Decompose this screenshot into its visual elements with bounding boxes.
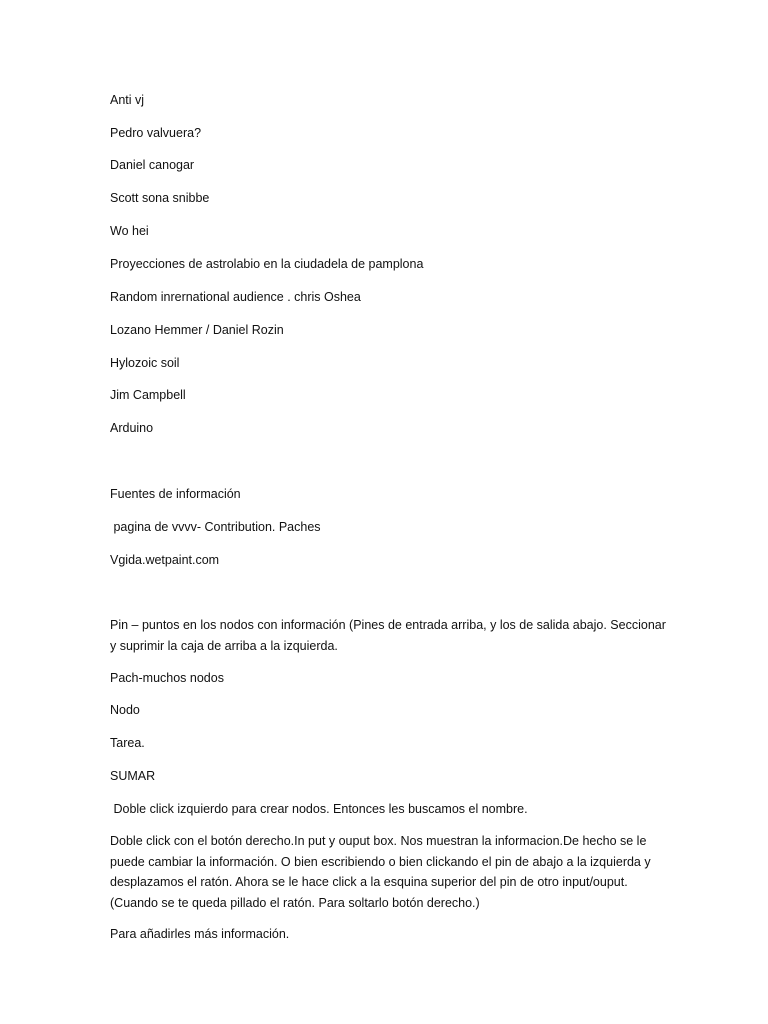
paragraph: Pin – puntos en los nodos con información (Pines de entrada arriba, y los de salida abajo. Seccionar y suprimir la caja de arriba a la izquierda.: [110, 618, 666, 653]
text-line: Nodo: [110, 703, 140, 717]
text-line: Pedro valvuera?: [110, 126, 202, 140]
text-line: Tarea.: [110, 736, 145, 750]
text-line: Wo hei: [110, 224, 149, 238]
text-line: Anti vj: [110, 93, 145, 107]
text-line: Daniel canogar: [110, 158, 195, 172]
text-line: Hylozoic soil: [110, 356, 180, 370]
text-line: Scott sona snibbe: [110, 191, 210, 205]
text-line: Pach-muchos nodos: [110, 671, 224, 685]
text-line: Jim Campbell: [110, 388, 186, 402]
text-line: Para añadirles más información.: [110, 927, 290, 941]
paragraph: Doble click con el botón derecho.In put y ouput box. Nos muestran la informacion.De hecho se le puede cambiar la información. O bien escribiendo o bien clickando el pin de abajo a la izquierda y desplazamos el ratón. Ahora se le hace click a la esquina superior del pin de otro input/ouput. (Cuando se te queda pillado el ratón. Para soltarlo botón derecho.): [110, 834, 651, 910]
text-line: Lozano Hemmer / Daniel Rozin: [110, 323, 284, 337]
text-line: Vgida.wetpaint.com: [110, 553, 220, 567]
text-line: pagina de vvvv- Contribution. Paches: [110, 520, 321, 534]
text-line: Doble click izquierdo para crear nodos. Entonces les buscamos el nombre.: [110, 802, 528, 816]
section-heading: Fuentes de información: [110, 487, 241, 501]
text-line: Proyecciones de astrolabio en la ciudadela de pamplona: [110, 257, 424, 271]
text-line: SUMAR: [110, 769, 156, 783]
text-line: Arduino: [110, 421, 154, 435]
text-line: Random inrernational audience . chris Oshea: [110, 290, 361, 304]
